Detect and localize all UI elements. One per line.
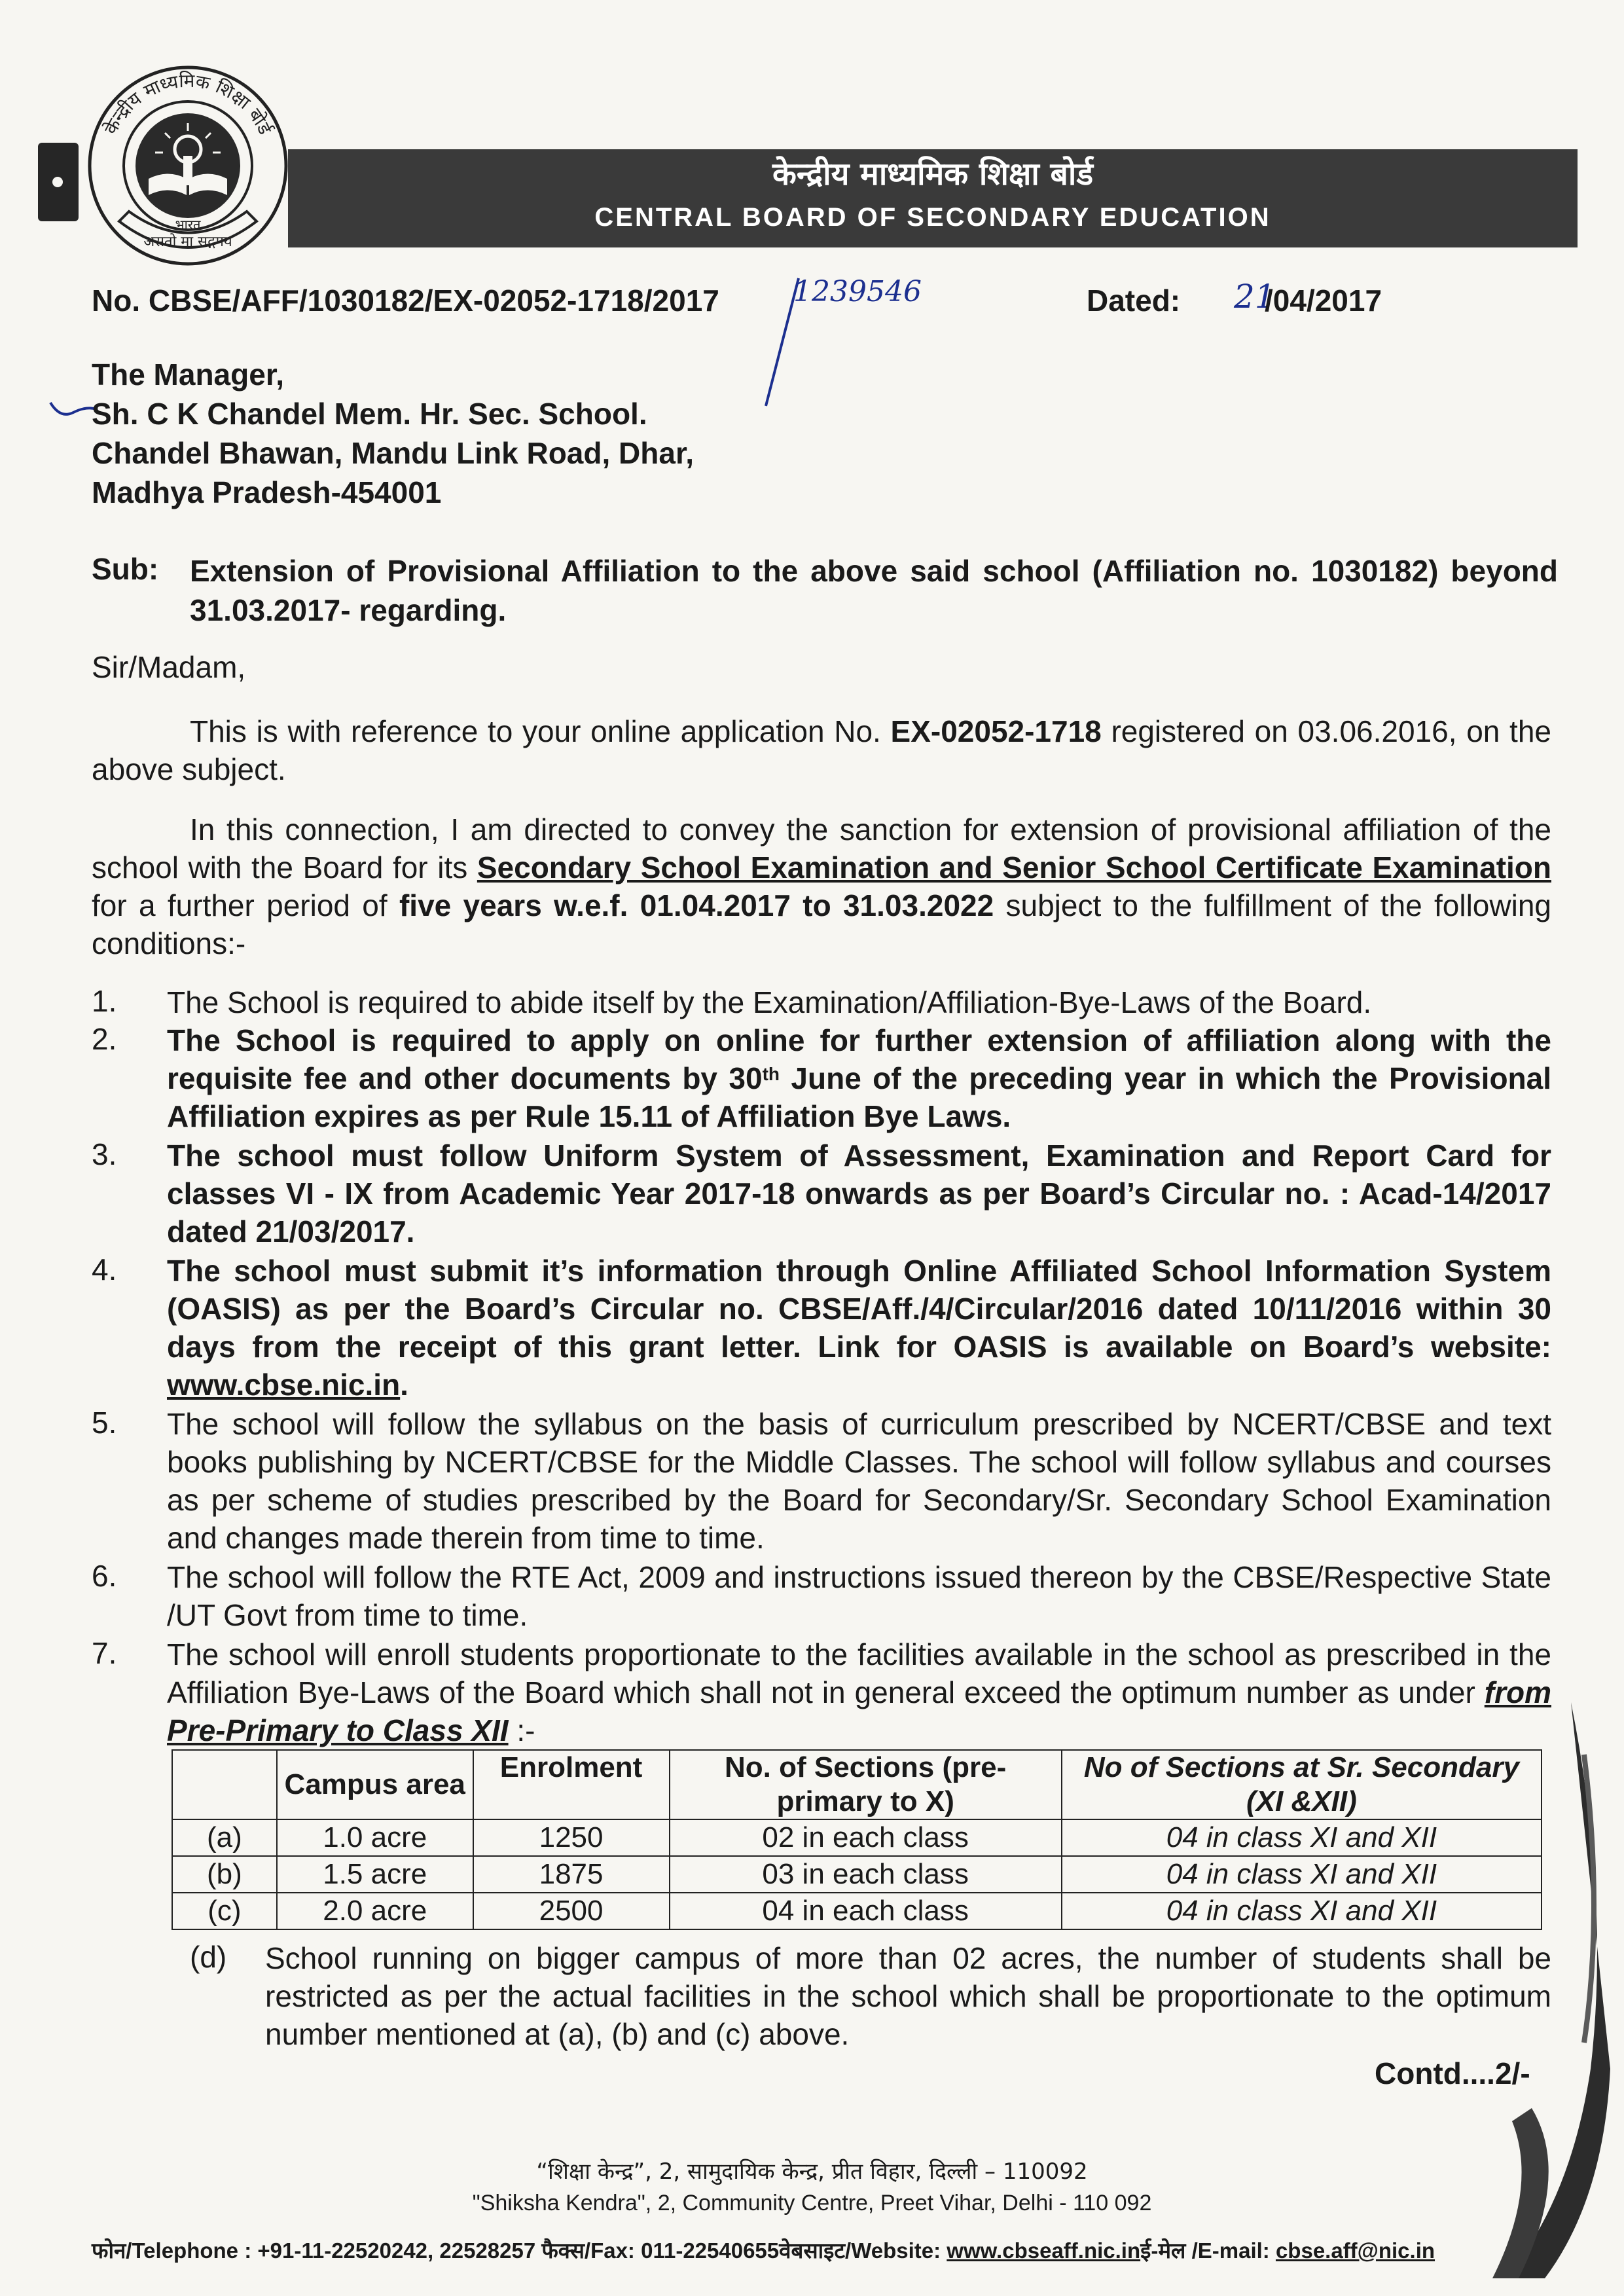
table-cell: 03 in each class [670, 1856, 1062, 1893]
table-cell: 04 in class XI and XII [1062, 1819, 1542, 1856]
table-header-cell: No of Sections at Sr. Secondary (XI &XII) [1062, 1750, 1542, 1819]
condition-text: The school will enroll students proportionate to the facilities available in the school as prescribed in the Affiliation Bye-Laws of the Board which shall not in general exceed the optimum number as under from Pre-Primary to Class XII :- [167, 1637, 1551, 1747]
subject-label: Sub: [92, 552, 159, 586]
footer-address-english: "Shiksha Kendra", 2, Community Centre, Preet Vihar, Delhi - 110 092 [472, 2191, 1152, 2215]
condition-number: 6. [92, 1559, 117, 1593]
affiliation-period: five years w.e.f. 01.04.2017 to 31.03.2022 [399, 888, 994, 922]
paragraph-reference: This is with reference to your online application No. EX-02052-1718 registered on 03.06.2016, on the above subject. [92, 714, 1551, 786]
logo-country: भारत [175, 217, 201, 232]
paragraph-sanction: In this connection, I am directed to convey the sanction for extension of provisional affiliation of the school with the Board for its Secondary School Examination and Senior School Certificate Examination for a further period of five years w.e.f. 01.04.2017 to 31.03.2022 subject to the fulfillment of the following conditions:- [92, 812, 1551, 960]
condition-number: 2. [92, 1022, 117, 1056]
sections-table [171, 1749, 1542, 1930]
condition-number: 5. [92, 1406, 117, 1440]
table-header-cell: No. of Sections (pre-primary to X) [670, 1750, 1062, 1819]
cbse-logo [80, 58, 296, 274]
table-cell: (a) [172, 1819, 277, 1856]
condition-number: 4. [92, 1252, 117, 1286]
table-cell: 04 in each class [670, 1893, 1062, 1929]
condition-number: 3. [92, 1137, 117, 1171]
condition-text: The School is required to apply on online for further extension of affiliation along with the requisite fee and other documents by 30th June of the preceding year in which the Provisional Affiliation expires as per Rule 15.11 of Affiliation Bye Laws. [167, 1023, 1552, 1133]
addressee-line4: Madhya Pradesh-454001 [92, 475, 442, 509]
table-header-row [172, 1750, 1542, 1819]
logo-top-text: केन्द्रीय माध्यमिक शिक्षा बोर्ड [99, 69, 276, 138]
table-row [172, 1893, 1542, 1929]
reference-number: No. CBSE/AFF/1030182/EX-02052-1718/2017 [92, 283, 719, 318]
handwritten-date-day: 21 [1234, 278, 1276, 316]
condition-text: The School is required to abide itself by the Examination/Affiliation-Bye-Laws of the Board. [167, 985, 1372, 1019]
table-cell: 04 in class XI and XII [1062, 1856, 1542, 1893]
cbse-website-link[interactable]: www.cbse.nic.in [167, 1368, 401, 1402]
table-row [172, 1819, 1542, 1856]
footer-address-hindi: “शिक्षा केन्द्र”, 2, सामुदायिक केन्द्र, प्रीत विहार, दिल्ली – 110092 [536, 2159, 1088, 2185]
table-cell: 2500 [473, 1893, 670, 1929]
handwritten-dispatch-number: 1239546 [793, 275, 922, 308]
class-range-emphasis: from Pre-Primary to Class XII [167, 1675, 1551, 1747]
dated-label: Dated: [1087, 283, 1181, 318]
table-cell: 04 in class XI and XII [1062, 1893, 1542, 1929]
condition-number: 1. [92, 984, 117, 1018]
date-month-year: /04/2017 [1265, 283, 1382, 318]
continued-marker: Contd....2/- [1375, 2056, 1530, 2090]
table-cell: 1875 [473, 1856, 670, 1893]
letterhead-hindi-title: केन्द्रीय माध्यमिक शिक्षा बोर्ड [772, 156, 1094, 192]
note-d-text: School running on bigger campus of more than 02 acres, the number of students shall be restricted as per the actual facilities in the school which shall be proportionate to the optimum number mentioned at (a), (b) and (c) above. [265, 1941, 1551, 2051]
application-number: EX-02052-1718 [890, 714, 1102, 748]
salutation: Sir/Madam, [92, 650, 246, 684]
table-cell: 2.0 acre [277, 1893, 473, 1929]
table-header-cell: Enrolment [473, 1750, 670, 1819]
exam-names: Secondary School Examination and Senior School Certificate Examination [477, 850, 1551, 884]
condition-text: The school must follow Uniform System of Assessment, Examination and Report Card for classes VI - IX from Academic Year 2017-18 onwards as per Board’s Circular no. : Acad-14/2017 dated 21/03/2017. [167, 1139, 1551, 1248]
note-d-label: (d) [190, 1940, 227, 1974]
table-cell: 02 in each class [670, 1819, 1062, 1856]
punch-hole-mark [38, 143, 79, 221]
subject-text: Extension of Provisional Affiliation to the above said school (Affiliation no. 1030182) beyond 31.03.2017- regarding. [190, 554, 1558, 627]
table-header-cell: Campus area [277, 1750, 473, 1819]
table-cell: 1.0 acre [277, 1819, 473, 1856]
addressee-line2: Sh. C K Chandel Mem. Hr. Sec. School. [92, 397, 647, 431]
condition-text: The school will follow the syllabus on the basis of curriculum prescribed by NCERT/CBSE and text books publishing by NCERT/CBSE for the Middle Classes. The school will follow syllabus and courses as per scheme of studies prescribed by the Board for Secondary/Sr. Secondary School Examination and changes made therein from time to time. [167, 1407, 1551, 1555]
table-row [172, 1856, 1542, 1893]
condition-text: The school will follow the RTE Act, 2009 and instructions issued thereon by the CBSE/Respective State /UT Govt from time to time. [167, 1560, 1551, 1632]
footer-website-link[interactable]: www.cbseaff.nic.in [947, 2238, 1141, 2263]
table-cell: (c) [172, 1893, 277, 1929]
table-header-cell [172, 1750, 277, 1819]
table-cell: (b) [172, 1856, 277, 1893]
addressee-line1: The Manager, [92, 357, 284, 392]
table-cell: 1250 [473, 1819, 670, 1856]
condition-number: 7. [92, 1636, 117, 1670]
table-cell: 1.5 acre [277, 1856, 473, 1893]
logo-motto: असतो मा सद्गमय [143, 234, 232, 250]
letterhead-english-title: CENTRAL BOARD OF SECONDARY EDUCATION [594, 203, 1271, 232]
condition-text: The school must submit it’s information through Online Affiliated School Information System (OASIS) as per the Board’s Circular no. CBSE/Aff./4/Circular/2016 dated 10/11/2016 within 30 days from the receipt of this grant letter. Link for OASIS is available on Board’s website: www.cbse.nic.in. [167, 1254, 1551, 1402]
footer-contact: फोन/Telephone : +91-11-22520242, 22528257 फैक्स/Fax: 011-22540655वेबसाइट/Website: www.cbseaff.nic.inई-मेल /E-mail: cbse.aff@nic.in [92, 2238, 1435, 2263]
footer-email-link[interactable]: cbse.aff@nic.in [1275, 2238, 1435, 2263]
addressee-line3: Chandel Bhawan, Mandu Link Road, Dhar, [92, 436, 695, 470]
